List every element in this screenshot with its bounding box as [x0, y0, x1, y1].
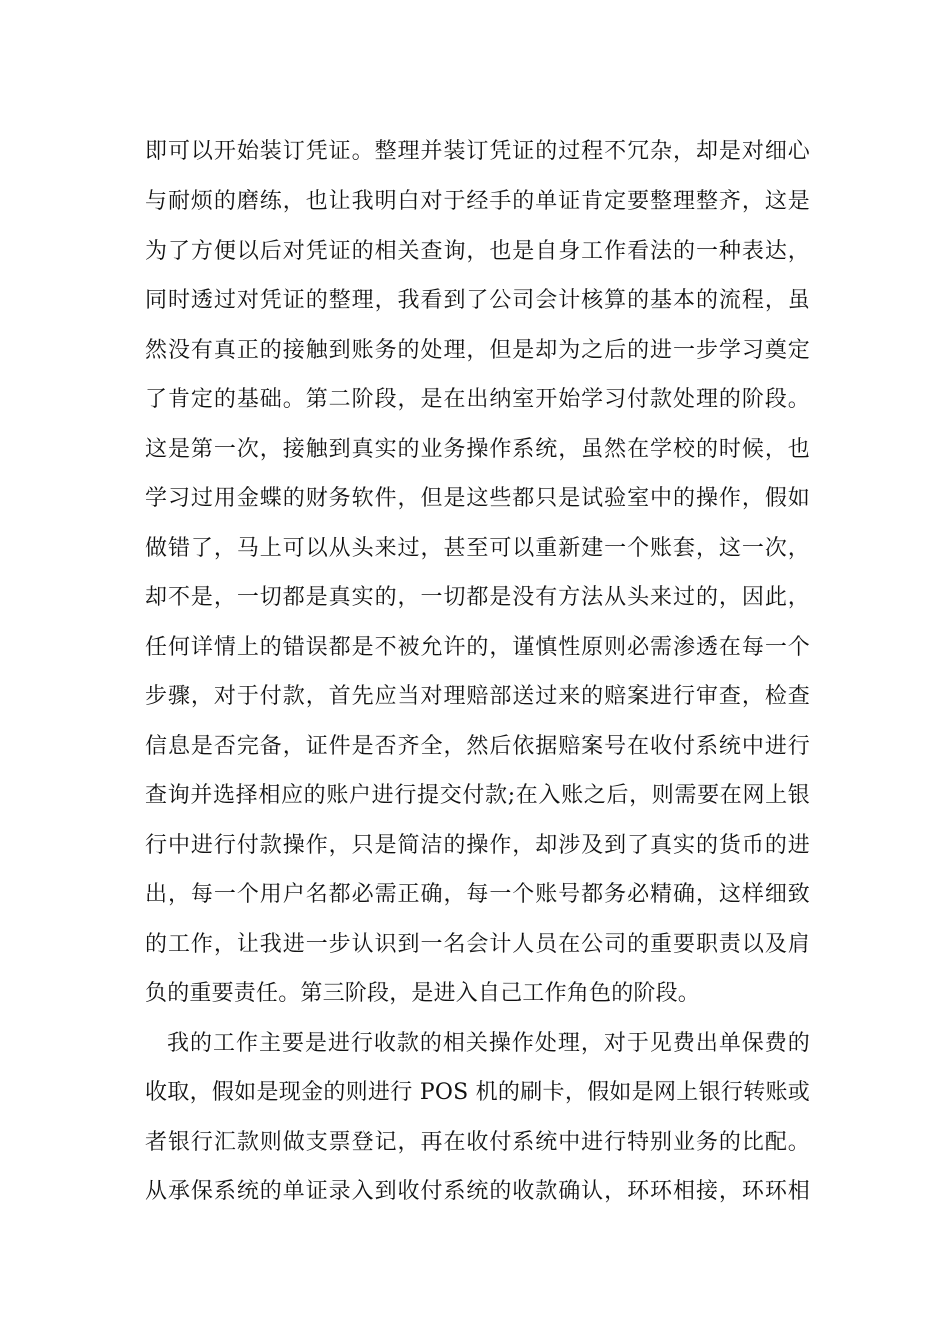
text-line: 任何详情上的错误都是不被允许的，谨慎性原则必需渗透在每一个	[145, 635, 810, 660]
text-line: 步骤，对于付款，首先应当对理赔部送过来的赔案进行审查，检查	[145, 684, 810, 709]
text-line: 为了方便以后对凭证的相关查询，也是自身工作看法的一种表达，	[145, 239, 810, 264]
text-line: 做错了，马上可以从头来过，甚至可以重新建一个账套，这一次，	[145, 536, 810, 561]
text-line: 从承保系统的单证录入到收付系统的收款确认，环环相接，环环相	[145, 1179, 810, 1204]
text-line: 学习过用金蝶的财务软件，但是这些都只是试验室中的操作，假如	[145, 486, 810, 511]
text-line: 了肯定的基础。第二阶段，是在出纳室开始学习付款处理的阶段。	[145, 387, 810, 412]
text-line: 我的工作主要是进行收款的相关操作处理，对于见费出单保费的	[167, 1031, 810, 1056]
text-line: 信息是否完备，证件是否齐全，然后依据赔案号在收付系统中进行	[145, 734, 810, 759]
text-line: 同时透过对凭证的整理，我看到了公司会计核算的基本的流程，虽	[145, 288, 810, 313]
text-line: 行中进行付款操作，只是简洁的操作，却涉及到了真实的货币的进	[145, 833, 810, 858]
text-line: 却不是，一切都是真实的，一切都是没有方法从头来过的，因此，	[145, 585, 810, 610]
text-line: 即可以开始装订凭证。整理并装订凭证的过程不冗杂，却是对细心	[145, 139, 810, 164]
text-line: 者银行汇款则做支票登记，再在收付系统中进行特别业务的比配。	[145, 1130, 810, 1155]
text-line: 的工作，让我进一步认识到一名会计人员在公司的重要职责以及肩	[145, 932, 810, 957]
text-line: 这是第一次，接触到真实的业务操作系统，虽然在学校的时候，也	[145, 437, 810, 462]
text-line: 与耐烦的磨练，也让我明白对于经手的单证肯定要整理整齐，这是	[145, 189, 810, 214]
text-line: 负的重要责任。第三阶段，是进入自己工作角色的阶段。	[145, 981, 701, 1006]
text-line: 收取，假如是现金的则进行 POS 机的刷卡，假如是网上银行转账或	[145, 1080, 810, 1105]
text-line: 查询并选择相应的账户进行提交付款;在入账之后，则需要在网上银	[145, 783, 810, 808]
text-line: 出，每一个用户名都必需正确，每一个账号都务必精确，这样细致	[145, 882, 810, 907]
text-line: 然没有真正的接触到账务的处理，但是却为之后的进一步学习奠定	[145, 338, 810, 363]
